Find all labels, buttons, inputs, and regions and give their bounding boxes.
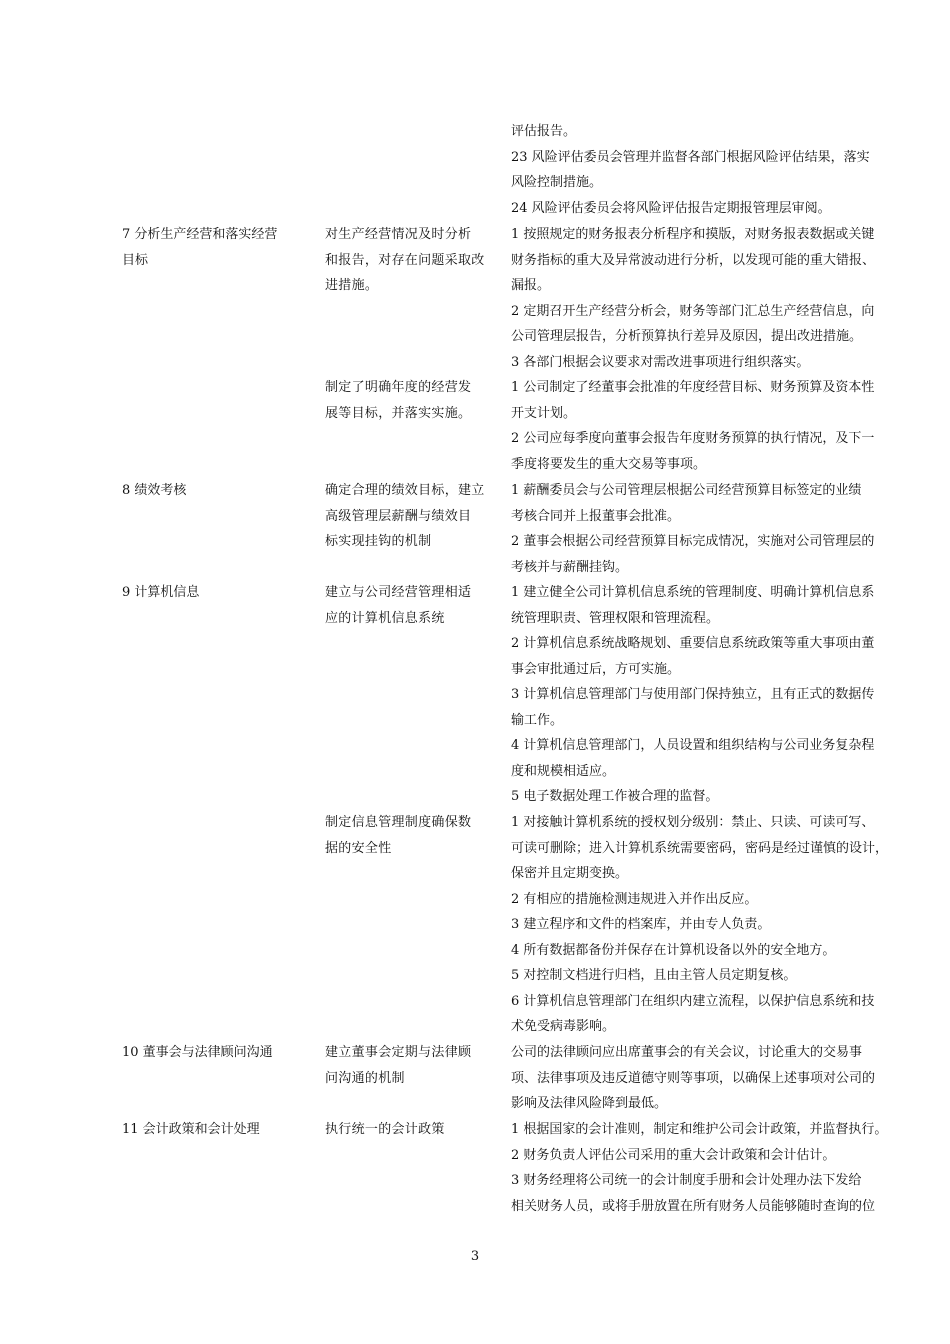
measure-line: 2 财务负责人评估公司采用的重大会计政策和会计估计。 xyxy=(511,1147,836,1163)
measure-line: 2 定期召开生产经营分析会，财务等部门汇总生产经营信息，向 xyxy=(511,303,875,319)
control-measures-cell xyxy=(511,810,913,1040)
measure-line: 24 风险评估委员会将风险评估报告定期报管理层审阅。 xyxy=(511,200,831,216)
item-line: 8 绩效考核 xyxy=(122,483,187,498)
objective-line: 建立董事会定期与法律顾 xyxy=(325,1045,472,1060)
item-line: 11 会计政策和会计处理 xyxy=(122,1122,260,1137)
measure-line: 相关财务人员，或将手册放置在所有财务人员能够随时查询的位 xyxy=(511,1198,876,1214)
objective-line: 执行统一的会计政策 xyxy=(325,1122,445,1137)
measure-line: 3 财务经理将公司统一的会计制度手册和会计处理办法下发给 xyxy=(511,1173,862,1188)
measure-line: 考核合同并上报董事会批准。 xyxy=(511,508,681,524)
measure-line: 术免受病毒影响。 xyxy=(511,1019,616,1034)
item-line: 7 分析生产经营和落实经营 xyxy=(122,227,278,242)
measure-line: 2 有相应的措施检测违规进入并作出反应。 xyxy=(511,891,758,907)
measure-line: 输工作。 xyxy=(511,712,564,728)
measure-line: 4 所有数据都备份并保存在计算机设备以外的安全地方。 xyxy=(511,942,836,958)
objective-line: 和报告，对存在问题采取改 xyxy=(325,252,485,268)
control-measures-cell xyxy=(511,222,913,375)
measure-line: 5 电子数据处理工作被合理的监督。 xyxy=(511,789,719,804)
objective-line: 对生产经营情况及时分析 xyxy=(325,227,472,242)
objective-cell xyxy=(325,375,503,426)
control-measures-cell xyxy=(511,580,913,810)
objective-line: 建立与公司经营管理相适 xyxy=(325,585,472,600)
measure-line: 财务指标的重大及异常波动进行分析，以发现可能的重大错报、 xyxy=(511,252,876,268)
measure-line: 评估报告。 xyxy=(511,124,577,139)
item-cell xyxy=(122,1040,312,1066)
measure-line: 1 薪酬委员会与公司管理层根据公司经营预算目标签定的业绩 xyxy=(511,483,862,498)
measure-line: 3 各部门根据会议要求对需改进事项进行组织落实。 xyxy=(511,354,810,370)
objective-line: 制定了明确年度的经营发 xyxy=(325,380,472,395)
objective-line: 展等目标，并落实实施。 xyxy=(325,405,472,421)
item-line: 目标 xyxy=(122,252,149,268)
measure-line: 事会审批通过后，方可实施。 xyxy=(511,661,681,677)
measure-line: 1 公司制定了经董事会批准的年度经营目标、财务预算及资本性 xyxy=(511,380,875,395)
item-cell xyxy=(122,580,312,606)
measure-line: 公司管理层报告，分析预算执行差异及原因，提出改进措施。 xyxy=(511,329,863,344)
measure-line: 1 根据国家的会计准则，制定和维护公司会计政策，并监督执行。 xyxy=(511,1122,888,1137)
control-measures-cell xyxy=(511,119,913,221)
item-cell xyxy=(122,478,312,504)
control-measures-cell xyxy=(511,1040,913,1117)
measure-line: 开支计划。 xyxy=(511,405,577,421)
measure-line: 项、法律事项及违反道德守则等事项，以确保上述事项对公司的 xyxy=(511,1070,876,1086)
objective-line: 制定信息管理制度确保数 xyxy=(325,815,472,830)
measure-line: 1 对接触计算机系统的授权划分级别：禁止、只读、可读可写、 xyxy=(511,815,875,830)
measure-line: 3 计算机信息管理部门与使用部门保持独立，且有正式的数据传 xyxy=(511,687,875,702)
objective-cell xyxy=(325,1117,503,1143)
measure-line: 4 计算机信息管理部门，人员设置和组织结构与公司业务复杂程 xyxy=(511,738,875,753)
measure-line: 可读可删除；进入计算机系统需要密码，密码是经过谨慎的设计， xyxy=(511,840,889,856)
objective-cell xyxy=(325,478,503,555)
item-line: 10 董事会与法律顾问沟通 xyxy=(122,1045,273,1060)
objective-line: 问沟通的机制 xyxy=(325,1070,405,1086)
measure-line: 统管理职责、管理权限和管理流程。 xyxy=(511,610,720,626)
measure-line: 23 风险评估委员会管理并监督各部门根据风险评估结果，落实 xyxy=(511,149,870,165)
objective-cell xyxy=(325,1040,503,1091)
measure-line: 漏报。 xyxy=(511,278,551,293)
measure-line: 季度将要发生的重大交易等事项。 xyxy=(511,456,707,472)
measure-line: 3 建立程序和文件的档案库，并由专人负责。 xyxy=(511,917,771,932)
objective-line: 标实现挂钩的机制 xyxy=(325,534,432,549)
objective-cell xyxy=(325,580,503,631)
measure-line: 6 计算机信息管理部门在组织内建立流程，以保护信息系统和技 xyxy=(511,993,875,1009)
measure-line: 2 董事会根据公司经营预算目标完成情况，实施对公司管理层的 xyxy=(511,534,875,549)
control-measures-cell xyxy=(511,375,913,477)
measure-line: 2 计算机信息系统战略规划、重要信息系统政策等重大事项由董 xyxy=(511,636,875,651)
measure-line: 1 建立健全公司计算机信息系统的管理制度、明确计算机信息系 xyxy=(511,585,875,600)
objective-line: 高级管理层薪酬与绩效目 xyxy=(325,508,472,524)
measure-line: 2 公司应每季度向董事会报告年度财务预算的执行情况，及下一 xyxy=(511,431,875,446)
control-measures-cell xyxy=(511,1117,913,1219)
objective-line: 据的安全性 xyxy=(325,840,392,856)
page-number: 3 xyxy=(470,1249,480,1264)
measure-line: 度和规模相适应。 xyxy=(511,763,616,779)
item-cell xyxy=(122,222,312,273)
measure-line: 保密并且定期变换。 xyxy=(511,866,629,881)
measure-line: 5 对控制文档进行归档，且由主管人员定期复核。 xyxy=(511,968,797,983)
objective-line: 进措施。 xyxy=(325,278,379,293)
objective-cell xyxy=(325,810,503,861)
measure-line: 公司的法律顾问应出席董事会的有关会议，讨论重大的交易事 xyxy=(511,1045,863,1060)
measure-line: 影响及法律风险降到最低。 xyxy=(511,1096,668,1111)
item-cell xyxy=(122,1117,312,1143)
measure-line: 考核并与薪酬挂钩。 xyxy=(511,559,629,575)
objective-cell xyxy=(325,222,503,299)
objective-line: 确定合理的绩效目标，建立 xyxy=(325,483,485,498)
objective-line: 应的计算机信息系统 xyxy=(325,610,445,626)
measure-line: 1 按照规定的财务报表分析程序和摸版，对财务报表数据或关键 xyxy=(511,227,875,242)
measure-line: 风险控制措施。 xyxy=(511,175,603,190)
item-line: 9 计算机信息 xyxy=(122,585,200,600)
control-measures-cell xyxy=(511,478,913,580)
